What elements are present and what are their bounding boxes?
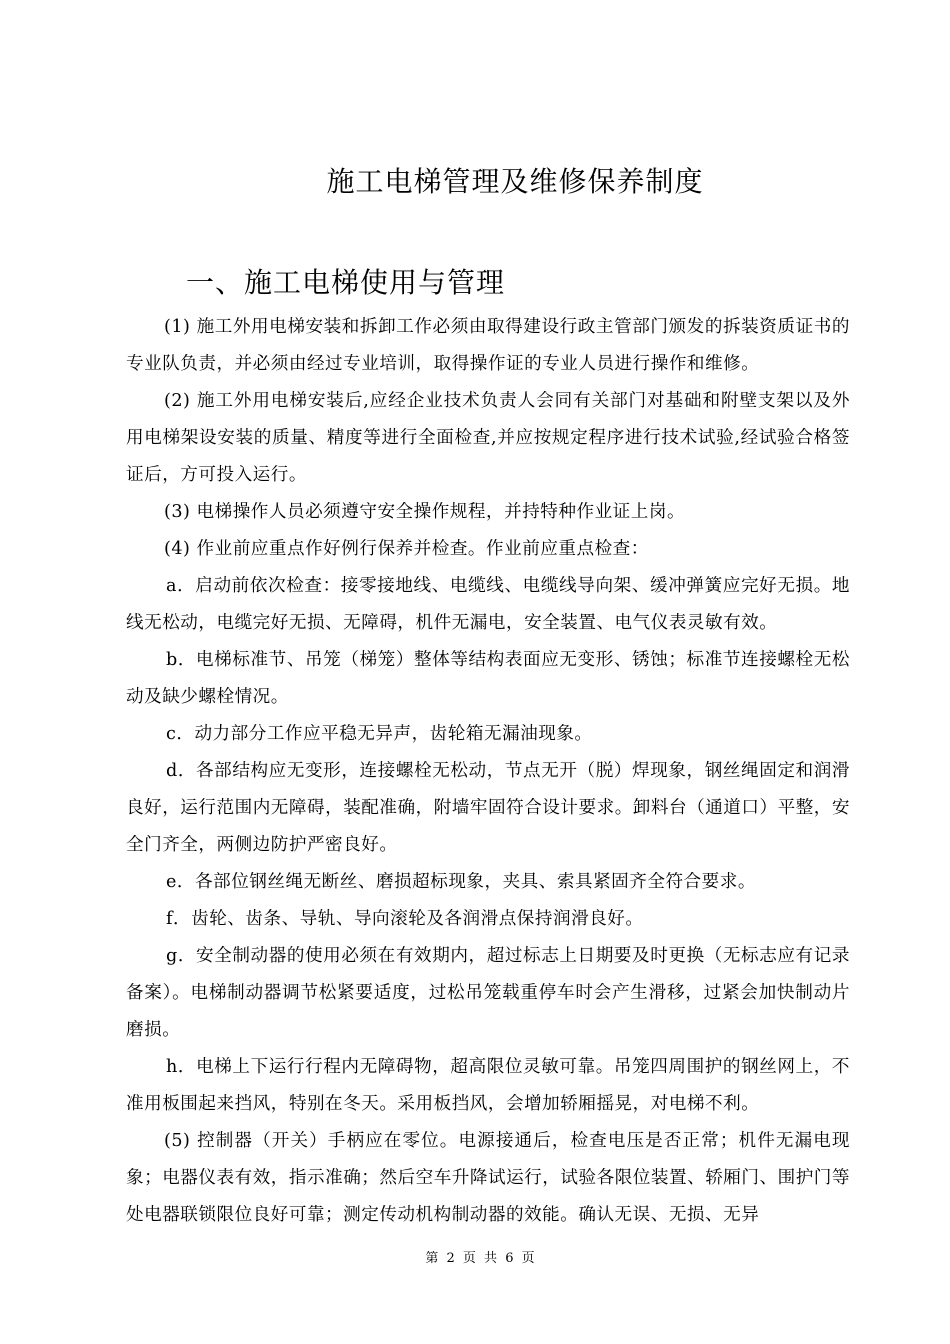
paragraph: f．齿轮、齿条、导轨、导向滚轮及各润滑点保持润滑良好。: [166, 909, 644, 929]
paragraph: h．电梯上下运行行程内无障碍物，超高限位灵敏可靠。吊笼四周围护的钢丝网上，不准用板围起来挡风，特别在冬天。采用板挡风，会增加轿厢摇晃，对电梯不利。: [126, 1057, 850, 1114]
paragraph: d．各部结构应无变形，连接螺栓无松动，节点无开（脱）焊现象，钢丝绳固定和润滑良好，运行范围内无障碍，装配准确，附墙牢固符合设计要求。卸料台（通道口）平整，安全门齐全，两侧边防护严密良好。: [126, 761, 850, 855]
paragraph: (4) 作业前应重点作好例行保养并检查。作业前应重点检查：: [164, 539, 649, 559]
paragraph: (2) 施工外用电梯安装后,应经企业技术负责人会同有关部门对基础和附壁支架以及外用电梯架设安装的质量、精度等进行全面检查,并应按规定程序进行技术试验,经试验合格签证后，方可投入运行。: [126, 391, 850, 485]
document-body: [126, 309, 850, 1234]
paragraph: a．启动前依次检查：接零接地线、电缆线、电缆线导向架、缓冲弹簧应完好无损。地线无松动，电缆完好无损、无障碍，机件无漏电，安全装置、电气仪表灵敏有效。: [126, 576, 850, 633]
paragraph: c．动力部分工作应平稳无异声，齿轮箱无漏油现象。: [166, 724, 593, 744]
paragraph: (3) 电梯操作人员必须遵守安全操作规程，并持特种作业证上岗。: [164, 502, 686, 522]
page-footer: 第 2 页 共 6 页: [425, 1251, 535, 1266]
paragraph: e．各部位钢丝绳无断丝、磨损超标现象，夹具、索具紧固齐全符合要求。: [166, 872, 756, 892]
paragraph: g．安全制动器的使用必须在有效期内，超过标志上日期要及时更换（无标志应有记录备案）。电梯制动器调节松紧要适度，过松吊笼载重停车时会产生滑移，过紧会加快制动片磨损。: [126, 946, 850, 1040]
document-title: 施工电梯管理及维修保养制度: [326, 165, 704, 198]
paragraph: (5) 控制器（开关）手柄应在零位。电源接通后，检查电压是否正常；机件无漏电现象；电器仪表有效，指示准确；然后空车升降试运行，试验各限位装置、轿厢门、围护门等处电器联锁限位良好可靠；测定传动机构制动器的效能。确认无误、无损、无异: [126, 1131, 850, 1225]
paragraph: (1) 施工外用电梯安装和拆卸工作必须由取得建设行政主管部门颁发的拆装资质证书的专业队负责，并必须由经过专业培训，取得操作证的专业人员进行操作和维修。: [126, 317, 850, 374]
paragraph: b．电梯标准节、吊笼（梯笼）整体等结构表面应无变形、锈蚀；标准节连接螺栓无松动及缺少螺栓情况。: [126, 650, 850, 707]
section-heading: 一、施工电梯使用与管理: [186, 266, 506, 299]
